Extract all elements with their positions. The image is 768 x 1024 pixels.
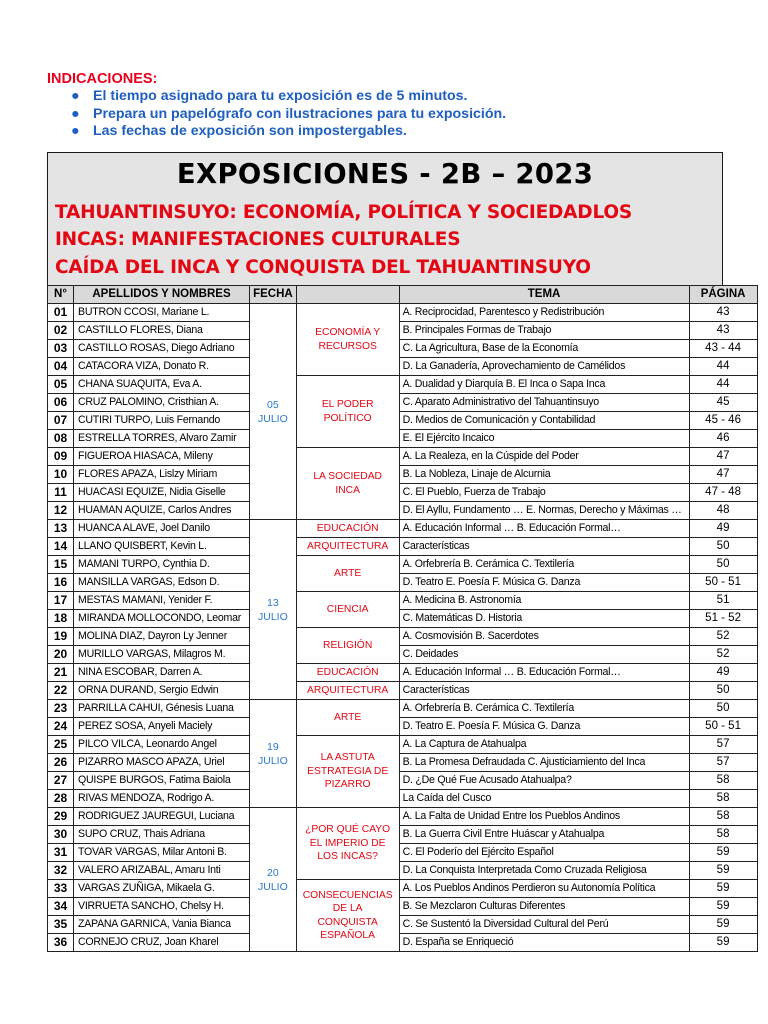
theme-text: A. Dualidad y Diarquía B. El Inca o Sapa Inca: [399, 376, 689, 394]
col-header-name: APELLIDOS Y NOMBRES: [74, 286, 250, 304]
table-row: [48, 880, 758, 898]
theme-text: E. El Ejército Incaico: [399, 430, 689, 448]
theme-text: C. Deidades: [399, 646, 689, 664]
table-row: [48, 394, 758, 412]
subtitle-1: TAHUANTINSUYO: ECONOMÍA, POLÍTICA Y SOCIEDADLOS: [55, 202, 633, 223]
student-name: PIZARRO MASCO APAZA, Uriel: [74, 754, 250, 772]
student-name: MOLINA DIAZ, Dayron Ly Jenner: [74, 628, 250, 646]
topic-label: LA SOCIEDAD INCA: [313, 471, 382, 496]
topic-label: ARQUITECTURA: [307, 685, 389, 696]
indication-item: ● Prepara un papelógrafo con ilustraciones para tu exposición.: [71, 105, 507, 122]
student-name: FLORES APAZA, Lislzy Miriam: [74, 466, 250, 484]
page-number: 52: [689, 628, 757, 646]
row-number: 07: [48, 412, 74, 430]
row-number: 36: [48, 934, 74, 952]
theme-text: D. La Conquista Interpretada Como Cruzada Religiosa: [399, 862, 689, 880]
table-row: [48, 520, 758, 538]
table-header: [48, 286, 758, 304]
row-number: 22: [48, 682, 74, 700]
page-number: 59: [689, 916, 757, 934]
page-number: 44: [689, 358, 757, 376]
page-title: EXPOSICIONES - 2B – 2023: [176, 158, 594, 190]
theme-text: D. La Ganadería, Aprovechamiento de Camélidos: [399, 358, 689, 376]
topic-cell: [296, 520, 399, 538]
topic-label: ARTE: [334, 711, 362, 723]
student-name: CRUZ PALOMINO, Cristhian A.: [74, 394, 250, 412]
student-name: PEREZ SOSA, Anyeli Maciely: [74, 718, 250, 736]
student-name: HUACASI EQUIZE, Nidia Giselle: [74, 484, 250, 502]
theme-text: A. Educación Informal … B. Educación Formal…: [399, 520, 689, 538]
topic-cell: [296, 448, 399, 520]
student-name: VALERO ARIZABAL, Amaru Inti: [74, 862, 250, 880]
table-row: [48, 736, 758, 754]
row-number: 30: [48, 826, 74, 844]
table-row: [48, 556, 758, 574]
row-number: 14: [48, 538, 74, 556]
page-number: 59: [689, 898, 757, 916]
page-number: 44: [689, 376, 757, 394]
page-number: 43: [689, 304, 757, 322]
table-row: [48, 538, 758, 556]
student-name: MANSILLA VARGAS, Edson D.: [74, 574, 250, 592]
page-number: 59: [689, 880, 757, 898]
topic-label: CONSECUENCIAS DE LA CONQUISTA ESPAÑOLA: [302, 889, 393, 941]
theme-text: C. La Agricultura, Base de la Economía: [399, 340, 689, 358]
row-number: 04: [48, 358, 74, 376]
student-name: QUISPE BURGOS, Fatima Baiola: [74, 772, 250, 790]
date-label: 20 JULIO: [258, 866, 288, 893]
table-row: [48, 682, 758, 700]
row-number: 10: [48, 466, 74, 484]
table-row: [48, 340, 758, 358]
table-row: [48, 772, 758, 790]
student-name: VARGAS ZUÑIGA, Mikaela G.: [74, 880, 250, 898]
table-row: [48, 412, 758, 430]
theme-text: B. La Guerra Civil Entre Huáscar y Atahualpa: [399, 826, 689, 844]
row-number: 32: [48, 862, 74, 880]
page-number: 58: [689, 772, 757, 790]
topic-cell: [296, 304, 399, 376]
theme-text: A. Orfebrería B. Cerámica C. Textilería: [399, 700, 689, 718]
topic-label: LA ASTUTA ESTRATEGIA DE PIZARRO: [307, 752, 389, 791]
date-label: 13 JULIO: [258, 596, 288, 623]
topic-cell: [296, 700, 399, 736]
student-name: MURILLO VARGAS, Milagros M.: [74, 646, 250, 664]
student-name: RIVAS MENDOZA, Rodrigo A.: [74, 790, 250, 808]
topic-cell: [296, 628, 399, 664]
table-row: [48, 484, 758, 502]
table-row: [48, 358, 758, 376]
topic-label: EL PODER POLÍTICO: [321, 399, 374, 424]
theme-text: Características: [399, 682, 689, 700]
page-number: 49: [689, 664, 757, 682]
page-number: 48: [689, 502, 757, 520]
date-cell: [250, 520, 297, 700]
topic-cell: [296, 376, 399, 448]
table-row: [48, 808, 758, 826]
theme-text: A. La Captura de Atahualpa: [399, 736, 689, 754]
indications-title: INDICACIONES:: [47, 71, 158, 87]
col-header-number: N°: [48, 286, 74, 304]
date-cell: [250, 700, 297, 808]
page-number: 49: [689, 520, 757, 538]
table-row: [48, 376, 758, 394]
page-number: 50: [689, 538, 757, 556]
student-name: VIRRUETA SANCHO, Chelsy H.: [74, 898, 250, 916]
page-number: 47 - 48: [689, 484, 757, 502]
bullet-icon: ●: [71, 123, 80, 139]
table-row: [48, 790, 758, 808]
row-number: 35: [48, 916, 74, 934]
student-name: MESTAS MAMANI, Yenider F.: [74, 592, 250, 610]
page-number: 43: [689, 322, 757, 340]
student-name: BUTRON CCOSI, Mariane L.: [74, 304, 250, 322]
row-number: 26: [48, 754, 74, 772]
student-name: CORNEJO CRUZ, Joan Kharel: [74, 934, 250, 952]
topic-cell: [296, 808, 399, 880]
theme-text: C. El Pueblo, Fuerza de Trabajo: [399, 484, 689, 502]
row-number: 28: [48, 790, 74, 808]
student-name: CASTILLO ROSAS, Diego Adriano: [74, 340, 250, 358]
topic-label: ARTE: [334, 567, 362, 579]
page-number: 50: [689, 700, 757, 718]
student-name: SUPO CRUZ, Thais Adriana: [74, 826, 250, 844]
theme-text: D. Teatro E. Poesía F. Música G. Danza: [399, 574, 689, 592]
student-name: ZAPANA GARNICA, Vania Bianca: [74, 916, 250, 934]
topic-label: EDUCACIÓN: [316, 667, 379, 678]
page-number: 58: [689, 790, 757, 808]
subtitle-3: CAÍDA DEL INCA Y CONQUISTA DEL TAHUANTINSUYO: [55, 257, 591, 278]
student-name: HUAMAN AQUIZE, Carlos Andres: [74, 502, 250, 520]
theme-text: D. El Ayllu, Fundamento … E. Normas, Derecho y Máximas …: [399, 502, 689, 520]
table-row: [48, 304, 758, 322]
theme-text: D. Medios de Comunicación y Contabilidad: [399, 412, 689, 430]
topic-label: CIENCIA: [326, 603, 369, 615]
student-name: CUTIRI TURPO, Luis Fernando: [74, 412, 250, 430]
table-row: [48, 502, 758, 520]
page-number: 57: [689, 736, 757, 754]
table-row: [48, 448, 758, 466]
theme-text: B. La Promesa Defraudada C. Ajusticiamiento del Inca: [399, 754, 689, 772]
page-number: 58: [689, 808, 757, 826]
row-number: 25: [48, 736, 74, 754]
date-label: 05 JULIO: [258, 398, 288, 425]
theme-text: C. Se Sustentó la Diversidad Cultural del Perú: [399, 916, 689, 934]
theme-text: A. Orfebrería B. Cerámica C. Textilería: [399, 556, 689, 574]
date-cell: [250, 304, 297, 520]
row-number: 08: [48, 430, 74, 448]
page-number: 59: [689, 862, 757, 880]
indications-list: [47, 88, 506, 141]
page-number: 47: [689, 448, 757, 466]
table-row: [48, 466, 758, 484]
student-name: CATACORA VIZA, Donato R.: [74, 358, 250, 376]
col-header-page: PÁGINA: [689, 286, 757, 304]
theme-text: A. Reciprocidad, Parentesco y Redistribución: [399, 304, 689, 322]
page-number: 52: [689, 646, 757, 664]
student-name: CASTILLO FLORES, Diana: [74, 322, 250, 340]
table-row: [48, 916, 758, 934]
page-number: 59: [689, 844, 757, 862]
table-row: [48, 610, 758, 628]
topic-cell: [296, 736, 399, 808]
theme-text: A. Cosmovisión B. Sacerdotes: [399, 628, 689, 646]
theme-text: A. La Realeza, en la Cúspide del Poder: [399, 448, 689, 466]
page-number: 58: [689, 826, 757, 844]
table-row: [48, 592, 758, 610]
table-row: [48, 718, 758, 736]
page-number: 43 - 44: [689, 340, 757, 358]
student-name: PARRILLA CAHUI, Génesis Luana: [74, 700, 250, 718]
row-number: 34: [48, 898, 74, 916]
topic-cell: [296, 880, 399, 952]
row-number: 19: [48, 628, 74, 646]
row-number: 01: [48, 304, 74, 322]
table-row: [48, 826, 758, 844]
topic-cell: [296, 556, 399, 592]
theme-text: B. Se Mezclaron Culturas Diferentes: [399, 898, 689, 916]
topic-label: ARQUITECTURA: [307, 541, 389, 552]
indication-item: ● El tiempo asignado para tu exposición es de 5 minutos.: [71, 88, 468, 104]
page-number: 45: [689, 394, 757, 412]
theme-text: D. ¿De Qué Fue Acusado Atahualpa?: [399, 772, 689, 790]
exposition-table: [47, 285, 758, 952]
table-row: [48, 844, 758, 862]
row-number: 13: [48, 520, 74, 538]
student-name: TOVAR VARGAS, Milar Antoni B.: [74, 844, 250, 862]
table-row: [48, 628, 758, 646]
page-number: 59: [689, 934, 757, 952]
row-number: 27: [48, 772, 74, 790]
row-number: 29: [48, 808, 74, 826]
page-number: 45 - 46: [689, 412, 757, 430]
row-number: 24: [48, 718, 74, 736]
indication-item: ● Las fechas de exposición son impostergables.: [71, 123, 407, 139]
table-row: [48, 862, 758, 880]
theme-text: A. Educación Informal … B. Educación Formal…: [399, 664, 689, 682]
row-number: 03: [48, 340, 74, 358]
table-row: [48, 574, 758, 592]
subtitle-2: INCAS: MANIFESTACIONES CULTURALES: [55, 229, 461, 250]
page-number: 47: [689, 466, 757, 484]
student-name: PILCO VILCA, Leonardo Angel: [74, 736, 250, 754]
date-label: 19 JULIO: [258, 740, 288, 767]
topic-label: ¿POR QUÉ CAYO EL IMPERIO DE LOS INCAS?: [305, 824, 391, 863]
page-number: 50 - 51: [689, 574, 757, 592]
page-number: 51 - 52: [689, 610, 757, 628]
page-number: 51: [689, 592, 757, 610]
table-row: [48, 430, 758, 448]
table-row: [48, 898, 758, 916]
col-header-date: FECHA: [250, 286, 297, 304]
theme-text: D. España se Enriqueció: [399, 934, 689, 952]
row-number: 23: [48, 700, 74, 718]
header-box: [47, 152, 723, 286]
row-number: 33: [48, 880, 74, 898]
table-row: [48, 322, 758, 340]
indications: [47, 70, 506, 141]
table-row: [48, 700, 758, 718]
theme-text: C. Matemáticas D. Historia: [399, 610, 689, 628]
bullet-icon: ●: [71, 88, 80, 104]
student-name: CHANA SUAQUITA, Eva A.: [74, 376, 250, 394]
theme-text: B. Principales Formas de Trabajo: [399, 322, 689, 340]
table-row: [48, 646, 758, 664]
theme-text: A. La Falta de Unidad Entre los Pueblos Andinos: [399, 808, 689, 826]
row-number: 05: [48, 376, 74, 394]
row-number: 18: [48, 610, 74, 628]
row-number: 02: [48, 322, 74, 340]
student-name: ESTRELLA TORRES, Alvaro Zamir: [74, 430, 250, 448]
row-number: 31: [48, 844, 74, 862]
page-number: 50: [689, 556, 757, 574]
theme-text: D. Teatro E. Poesía F. Música G. Danza: [399, 718, 689, 736]
topic-cell: [296, 664, 399, 682]
theme-text: B. La Nobleza, Linaje de Alcurnia: [399, 466, 689, 484]
topic-label: RELIGIÓN: [323, 639, 373, 651]
theme-text: La Caída del Cusco: [399, 790, 689, 808]
row-number: 12: [48, 502, 74, 520]
page-number: 50: [689, 682, 757, 700]
row-number: 20: [48, 646, 74, 664]
student-name: MAMANI TURPO, Cynthia D.: [74, 556, 250, 574]
row-number: 17: [48, 592, 74, 610]
table-row: [48, 664, 758, 682]
student-name: HUANCA ALAVE, Joel Danilo: [74, 520, 250, 538]
page-number: 46: [689, 430, 757, 448]
row-number: 06: [48, 394, 74, 412]
theme-text: A. Medicina B. Astronomía: [399, 592, 689, 610]
topic-cell: [296, 682, 399, 700]
table-row: [48, 754, 758, 772]
date-cell: [250, 808, 297, 952]
col-header-topic: [296, 286, 399, 304]
topic-label: ECONOMÍA Y RECURSOS: [315, 327, 381, 352]
student-name: LLANO QUISBERT, Kevin L.: [74, 538, 250, 556]
student-name: RODRIGUEZ JAUREGUI, Luciana: [74, 808, 250, 826]
theme-text: C. Aparato Administrativo del Tahuantinsuyo: [399, 394, 689, 412]
theme-text: Características: [399, 538, 689, 556]
topic-label: EDUCACIÓN: [316, 523, 379, 534]
row-number: 15: [48, 556, 74, 574]
topic-cell: [296, 592, 399, 628]
page-number: 50 - 51: [689, 718, 757, 736]
topic-cell: [296, 538, 399, 556]
row-number: 16: [48, 574, 74, 592]
col-header-theme: TEMA: [399, 286, 689, 304]
row-number: 09: [48, 448, 74, 466]
row-number: 21: [48, 664, 74, 682]
row-number: 11: [48, 484, 74, 502]
student-name: ORNA DURAND, Sergio Edwin: [74, 682, 250, 700]
table-row: [48, 934, 758, 952]
student-name: MIRANDA MOLLOCONDO, Leomar: [74, 610, 250, 628]
theme-text: A. Los Pueblos Andinos Perdieron su Autonomía Política: [399, 880, 689, 898]
bullet-icon: ●: [71, 105, 80, 122]
theme-text: C. El Poderío del Ejército Español: [399, 844, 689, 862]
student-name: FIGUEROA HIASACA, Mileny: [74, 448, 250, 466]
page-number: 57: [689, 754, 757, 772]
student-name: NINA ESCOBAR, Darren A.: [74, 664, 250, 682]
